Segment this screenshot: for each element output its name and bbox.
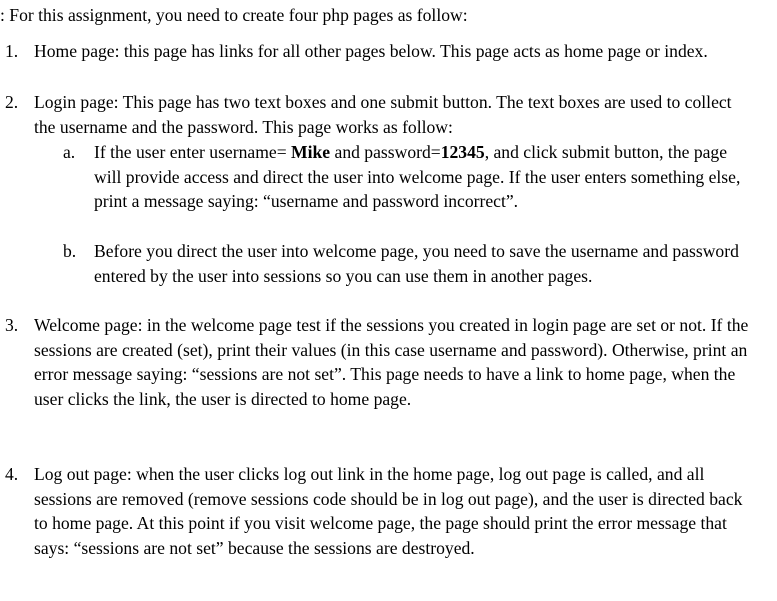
list-number: 4. (5, 464, 19, 484)
sub-item-text-part: If the user enter username= (94, 142, 292, 162)
sub-item-letter: b. (63, 241, 77, 261)
list-number: 2. (5, 92, 19, 112)
list-number: 1. (5, 41, 19, 61)
sub-item-letter: a. (63, 142, 76, 162)
sub-item-text: Before you direct the user into welcome page, you need to save the username and password entered by the user into sessions so you can use them in another pages. (94, 241, 739, 286)
list-item-text: Log out page: when the user clicks log out link in the home page, log out page is called, and all sessions are removed (remove sessions code should be in log out page), and the user is directed back to home page. At this point if you visit welcome page, the page should print the error message that says: “sessions are not set” because the sessions are destroyed. (34, 464, 743, 558)
username-value: Mike (291, 142, 331, 162)
sub-item-text-part: and password= (330, 142, 441, 162)
list-item-text: Login page: This page has two text boxes and one submit button. The text boxes are used to collect the username and the password. This page works as follow: (34, 92, 732, 137)
sub-item-text-part: , and click submit button, the page will provide access and direct the user into welcome page. If the user enters something else, print a message saying: “username and password incorrect”. (94, 142, 741, 212)
intro-text: : For this assignment, you need to create four php pages as follow: (0, 5, 468, 25)
list-item-text: Home page: this page has links for all other pages below. This page acts as home page or index. (34, 41, 708, 61)
list-number: 3. (5, 315, 19, 335)
sub-item-text (94, 140, 756, 214)
list-item-text: Welcome page: in the welcome page test if the sessions you created in login page are set or not. If the sessions are created (set), print their values (in this case username and password). Otherwise, print an error message saying: “sessions are not set”. This page needs to have a link to home page, when the user clicks the link, the user is directed to home page. (34, 315, 749, 409)
password-value: 12345 (440, 142, 485, 162)
